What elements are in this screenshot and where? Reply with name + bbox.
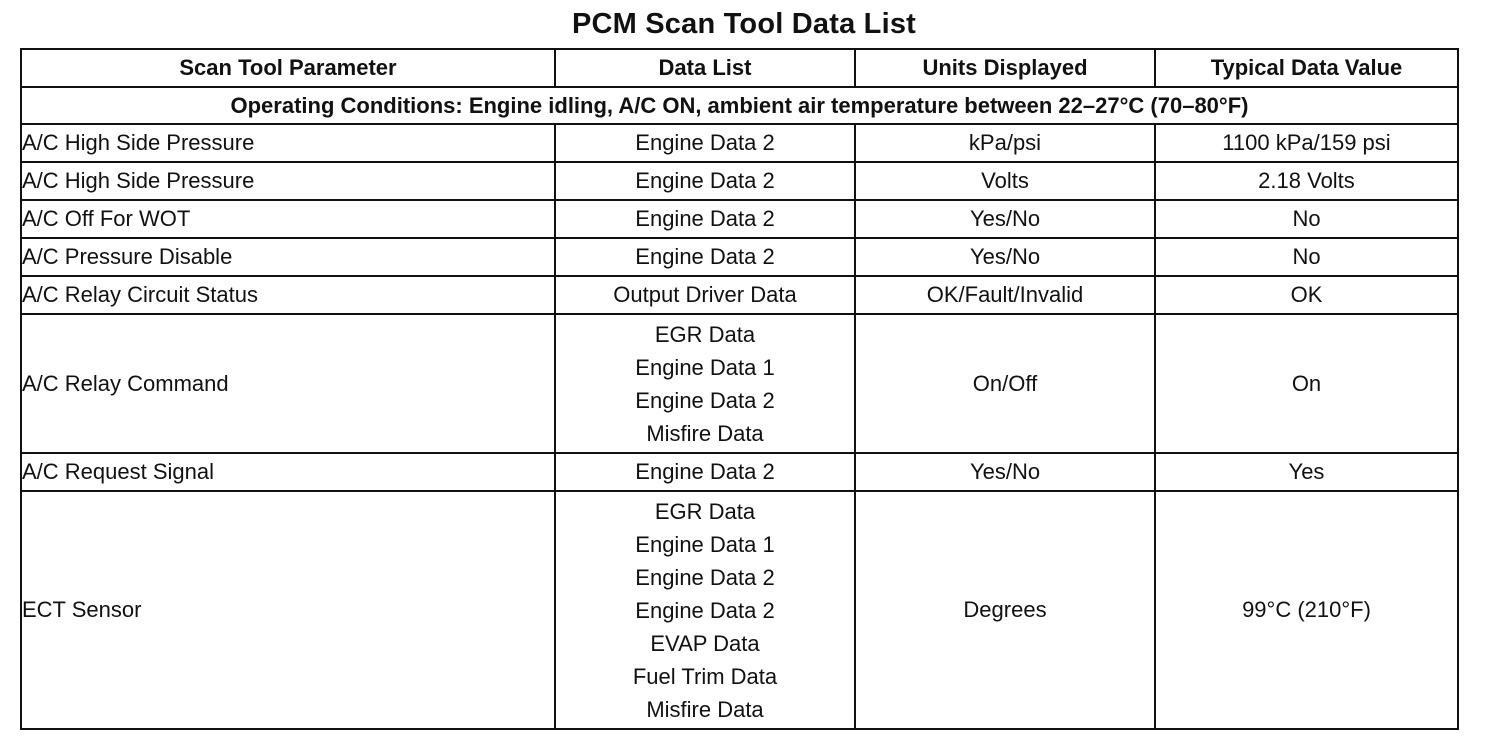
header-typical-data-value: Typical Data Value [1155,49,1458,87]
data-list-entry: Engine Data 2 [635,387,775,413]
parameter-cell: ECT Sensor [21,491,555,729]
typical-value-cell: OK [1155,276,1458,314]
table-row [21,162,1458,200]
header-units-displayed: Units Displayed [855,49,1155,87]
data-list-entry: Engine Data 2 [635,597,775,623]
header-row [21,49,1458,87]
conditions-row [21,87,1458,124]
data-list-cell: Engine Data 2 [555,124,855,162]
parameter-cell: A/C High Side Pressure [21,162,555,200]
units-cell: Yes/No [855,238,1155,276]
parameter-cell: A/C Request Signal [21,453,555,491]
data-list-cell: Engine Data 2 [555,162,855,200]
header-data-list: Data List [555,49,855,87]
parameter-cell: A/C Relay Command [21,314,555,453]
data-list-entry: EGR Data [654,498,756,524]
parameter-cell: A/C Pressure Disable [21,238,555,276]
data-list-entry: EGR Data [654,321,756,347]
parameter-cell: A/C High Side Pressure [21,124,555,162]
units-cell: kPa/psi [855,124,1155,162]
units-cell: Yes/No [855,453,1155,491]
table-row [21,276,1458,314]
table-row [21,491,1458,729]
parameter-cell: A/C Off For WOT [21,200,555,238]
data-list-entry: Engine Data 1 [635,531,775,557]
header-scan-tool-parameter: Scan Tool Parameter [21,49,555,87]
units-cell: On/Off [855,314,1155,453]
data-list-cell: Engine Data 2 [555,453,855,491]
table-row [21,124,1458,162]
table-row [21,200,1458,238]
typical-value-cell: No [1155,200,1458,238]
typical-value-cell: 99°C (210°F) [1155,491,1458,729]
page-title: PCM Scan Tool Data List [571,8,917,40]
data-list-entry: Engine Data 2 [635,564,775,590]
typical-value-cell: On [1155,314,1458,453]
units-cell: OK/Fault/Invalid [855,276,1155,314]
data-list-entry: Engine Data 1 [635,354,775,380]
units-cell: Degrees [855,491,1155,729]
table-row [21,314,1458,453]
typical-value-cell: No [1155,238,1458,276]
data-list-cell [555,314,855,453]
data-list-cell: Engine Data 2 [555,200,855,238]
table-row [21,453,1458,491]
data-list-entry: Fuel Trim Data [632,663,778,689]
data-list-entry: Misfire Data [646,696,764,722]
data-list-entry: Misfire Data [646,420,764,446]
scan-tool-data-table [20,48,1459,730]
data-list-cell [555,491,855,729]
operating-conditions: Operating Conditions: Engine idling, A/C ON, ambient air temperature between 22–27°C (70–80°F) [21,87,1458,124]
data-list-cell: Output Driver Data [555,276,855,314]
typical-value-cell: Yes [1155,453,1458,491]
units-cell: Volts [855,162,1155,200]
data-list-entry: EVAP Data [650,630,760,656]
units-cell: Yes/No [855,200,1155,238]
typical-value-cell: 2.18 Volts [1155,162,1458,200]
typical-value-cell: 1100 kPa/159 psi [1155,124,1458,162]
parameter-cell: A/C Relay Circuit Status [21,276,555,314]
table-row [21,238,1458,276]
data-list-cell: Engine Data 2 [555,238,855,276]
